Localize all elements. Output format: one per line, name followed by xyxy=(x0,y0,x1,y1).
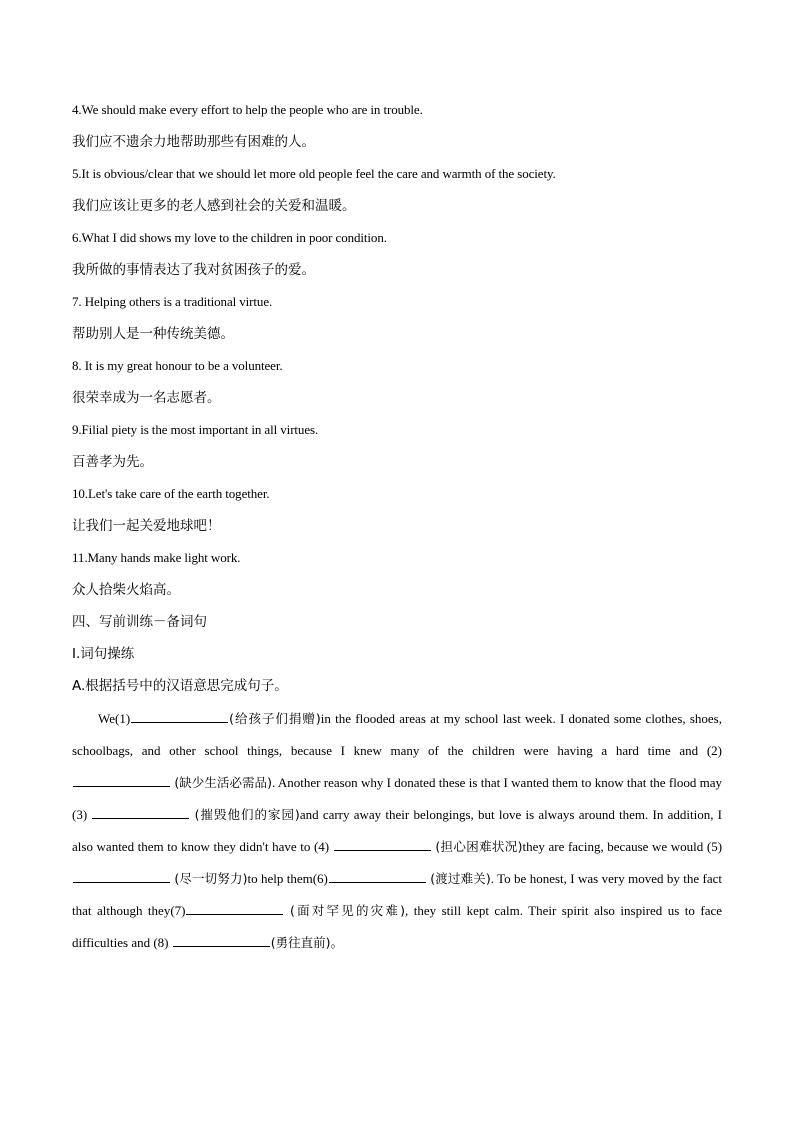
blank-6[interactable] xyxy=(329,870,426,883)
passage-text-9: 。 xyxy=(330,935,344,950)
sentence-zh-8: 很荣幸成为一名志愿者。 xyxy=(72,390,221,406)
sentence-en-6: 6.What I did shows my love to the children in poor condition. xyxy=(72,230,387,245)
blank-5[interactable] xyxy=(73,870,170,883)
sentence-zh-6: 我所做的事情表达了我对贫困孩子的爱。 xyxy=(72,262,315,278)
passage-text-6: to help them(6) xyxy=(247,871,328,886)
passage-text-4: and carry away their belongings, but love is always around them. In addition, I also wanted them to know they didn't have to (4) xyxy=(72,807,723,854)
sentence-zh-9: 百善孝为先。 xyxy=(72,454,153,470)
sentence-zh-11: 众人拾柴火焰高。 xyxy=(72,582,180,598)
blank-8[interactable] xyxy=(173,934,270,947)
sentence-en-8: 8. It is my great honour to be a volunteer. xyxy=(72,358,283,373)
passage-text-2: in the flooded areas at my school last week. I donated some clothes, shoes, schoolbags, and other school things, because I knew many of the children were having a hard time and (2) xyxy=(72,711,722,758)
sentence-en-10: 10.Let's take care of the earth together. xyxy=(72,486,270,501)
passage-text-7: . To be honest, I was very moved by the fact that although they(7) xyxy=(72,871,722,918)
section-title: 四、写前训练－备词句 xyxy=(72,614,207,630)
blank-3[interactable] xyxy=(92,806,189,819)
sentence-en-4: 4.We should make every effort to help the people who are in trouble. xyxy=(72,102,423,117)
blank-1[interactable] xyxy=(131,710,228,723)
sentence-en-7: 7. Helping others is a traditional virtue. xyxy=(72,294,273,309)
exercise-passage xyxy=(72,703,722,959)
subsection-title: I.词句操练 xyxy=(72,646,135,662)
sentence-zh-10: 让我们一起关爱地球吧！ xyxy=(72,518,221,534)
hint-7: (面对罕见的灾难) xyxy=(289,903,406,918)
passage-text-1: We(1) xyxy=(98,711,131,726)
hint-2: (缺少生活必需品) xyxy=(174,775,272,790)
hint-3: (摧毁他们的家园) xyxy=(194,807,300,822)
sentence-zh-5: 我们应该让更多的老人感到社会的关爱和温暖。 xyxy=(72,198,356,214)
blank-4[interactable] xyxy=(334,838,431,851)
blank-7[interactable] xyxy=(186,902,283,915)
hint-1: (给孩子们捐赠) xyxy=(229,711,321,726)
hint-6: (渡过难关) xyxy=(430,871,491,886)
passage-text-8: , they still kept calm. Their spirit also inspired us to face difficulties and (8) xyxy=(72,903,723,950)
sentence-en-5: 5.It is obvious/clear that we should let more old people feel the care and warmth of the society. xyxy=(72,166,556,181)
sentence-en-9: 9.Filial piety is the most important in all virtues. xyxy=(72,422,319,437)
sentence-zh-4: 我们应不遗余力地帮助那些有困难的人。 xyxy=(72,134,315,150)
sentence-zh-7: 帮助别人是一种传统美德。 xyxy=(72,326,234,342)
passage-text-3: . Another reason why I donated these is that I wanted them to know that the flood may (3) xyxy=(72,775,723,822)
hint-4: (担心困难状况) xyxy=(435,839,523,854)
hint-8: (勇往直前) xyxy=(270,935,331,950)
sentence-list xyxy=(72,99,732,707)
instruction: A.根据括号中的汉语意思完成句子。 xyxy=(72,678,288,694)
passage-text-5: they are facing, because we would (5) xyxy=(522,839,723,854)
blank-2[interactable] xyxy=(73,774,170,787)
hint-5: (尽一切努力) xyxy=(174,871,248,886)
sentence-en-11: 11.Many hands make light work. xyxy=(72,550,241,565)
